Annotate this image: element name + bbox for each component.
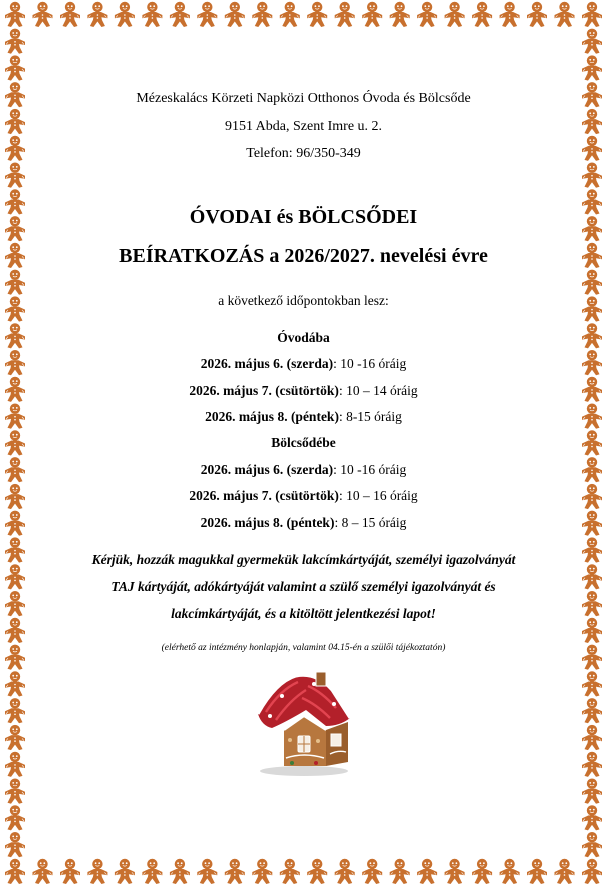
gingerbread-man-icon [582,779,602,804]
gingerbread-man-icon [142,2,162,27]
gingerbread-man-icon [527,2,547,27]
gingerbread-man-icon [582,350,602,375]
gingerbread-man-icon [115,859,135,884]
gingerbread-man-icon [307,859,327,884]
gingerbread-man-icon [582,645,602,670]
gingerbread-man-icon [445,2,465,27]
gingerbread-man-icon [390,2,410,27]
request-line-1: Kérjük, hozzák magukkal gyermekük lakcímkártyáját, személyi igazolványát [91,552,516,567]
gingerbread-man-icon [197,2,217,27]
gingerbread-man-icon [60,859,80,884]
gingerbread-man-icon [5,832,25,857]
gingerbread-man-icon [5,671,25,696]
gingerbread-man-icon [5,216,25,241]
gingerbread-man-icon [5,189,25,214]
title-line-1: ÓVODAI és BÖLCSŐDEI [189,206,418,228]
gingerbread-man-icon [582,55,602,80]
gingerbread-man-icon [170,859,190,884]
gingerbread-man-icon [582,537,602,562]
availability-note: (elérhető az intézmény honlapján, valamint 04.15-én a szülői tájékoztatón) [161,643,446,653]
gingerbread-man-icon [5,645,25,670]
gingerbread-house-icon [246,668,358,780]
gingerbread-man-icon [5,725,25,750]
institution-name: Mézeskalács Körzeti Napközi Otthonos Óvoda és Bölcsőde [136,91,471,106]
institution-address: 9151 Abda, Szent Imre u. 2. [224,119,383,134]
gingerbread-man-icon [390,859,410,884]
gingerbread-man-icon [500,859,520,884]
kindergarten-date-3: 2026. május 8. (péntek): 8-15 óráig [205,409,402,424]
gingerbread-man-icon [5,779,25,804]
gingerbread-man-icon [5,511,25,536]
gingerbread-man-icon [170,2,190,27]
gingerbread-man-icon [5,859,25,884]
nursery-date-3: 2026. május 8. (péntek): 8 – 15 óráig [200,515,407,530]
gingerbread-man-icon [582,618,602,643]
gingerbread-man-icon [582,2,602,27]
intro-text: a következő időpontokban lesz: [218,293,389,308]
gingerbread-man-icon [252,2,272,27]
gingerbread-man-icon [5,537,25,562]
gingerbread-man-icon [582,564,602,589]
gingerbread-man-icon [5,29,25,54]
gingerbread-man-icon [582,859,602,884]
kindergarten-date-2: 2026. május 7. (csütörtök): 10 – 14 óráig [189,383,418,398]
gingerbread-man-icon [60,2,80,27]
gingerbread-man-icon [582,163,602,188]
gingerbread-man-icon [362,859,382,884]
gingerbread-man-icon [582,29,602,54]
gingerbread-man-icon [225,2,245,27]
kindergarten-date-1: 2026. május 6. (szerda): 10 -16 óráig [200,356,407,371]
gingerbread-man-icon [5,404,25,429]
request-line-3: lakcímkártyáját, és a kitöltött jelentkezési lapot! [171,606,436,621]
gingerbread-man-icon [582,377,602,402]
gingerbread-man-icon [142,859,162,884]
gingerbread-man-icon [87,2,107,27]
gingerbread-man-icon [582,296,602,321]
gingerbread-man-icon [5,82,25,107]
gingerbread-man-icon [582,323,602,348]
gingerbread-man-icon [33,859,53,884]
nursery-date-1: 2026. május 6. (szerda): 10 -16 óráig [200,462,407,477]
gingerbread-man-icon [582,404,602,429]
request-line-2: TAJ kártyáját, adókártyáját valamint a szülő személyi igazolványát és [111,579,496,594]
gingerbread-man-icon [417,859,437,884]
gingerbread-man-icon [33,2,53,27]
gingerbread-man-icon [5,484,25,509]
gingerbread-man-icon [582,725,602,750]
gingerbread-man-icon [5,270,25,295]
gingerbread-man-icon [582,243,602,268]
gingerbread-man-icon [500,2,520,27]
gingerbread-man-icon [5,752,25,777]
gingerbread-man-icon [582,82,602,107]
gingerbread-man-icon [5,564,25,589]
gingerbread-man-icon [252,859,272,884]
gingerbread-man-icon [582,671,602,696]
nursery-heading: Bölcsődébe [271,435,336,450]
gingerbread-man-icon [5,805,25,830]
gingerbread-man-icon [362,2,382,27]
gingerbread-man-icon [555,2,575,27]
gingerbread-man-icon [5,55,25,80]
gingerbread-man-icon [5,591,25,616]
nursery-date-2: 2026. május 7. (csütörtök): 10 – 16 óráig [189,488,418,503]
gingerbread-man-icon [582,189,602,214]
gingerbread-man-icon [582,430,602,455]
gingerbread-man-icon [5,377,25,402]
gingerbread-man-icon [307,2,327,27]
gingerbread-man-icon [5,323,25,348]
gingerbread-man-icon [87,859,107,884]
gingerbread-man-icon [582,698,602,723]
gingerbread-man-icon [5,698,25,723]
gingerbread-man-icon [5,2,25,27]
gingerbread-man-icon [582,109,602,134]
gingerbread-man-icon [115,2,135,27]
gingerbread-man-icon [582,805,602,830]
gingerbread-man-icon [5,163,25,188]
gingerbread-man-icon [417,2,437,27]
gingerbread-man-icon [582,832,602,857]
gingerbread-man-icon [225,859,245,884]
gingerbread-man-icon [5,618,25,643]
kindergarten-heading: Óvodába [277,330,330,345]
gingerbread-man-icon [5,350,25,375]
gingerbread-man-icon [197,859,217,884]
gingerbread-man-icon [582,216,602,241]
gingerbread-man-icon [445,859,465,884]
gingerbread-man-icon [582,752,602,777]
gingerbread-man-icon [472,2,492,27]
gingerbread-man-icon [5,296,25,321]
gingerbread-man-icon [582,136,602,161]
gingerbread-man-icon [280,859,300,884]
gingerbread-man-icon [582,511,602,536]
gingerbread-man-icon [582,484,602,509]
gingerbread-man-icon [335,859,355,884]
gingerbread-man-icon [582,270,602,295]
title-line-2: BEÍRATKOZÁS a 2026/2027. nevelési évre [119,245,488,267]
gingerbread-man-icon [582,591,602,616]
gingerbread-man-icon [5,109,25,134]
gingerbread-man-icon [527,859,547,884]
gingerbread-man-icon [280,2,300,27]
gingerbread-man-icon [472,859,492,884]
gingerbread-man-icon [5,243,25,268]
gingerbread-man-icon [555,859,575,884]
gingerbread-man-icon [5,136,25,161]
gingerbread-man-icon [5,457,25,482]
gingerbread-man-icon [335,2,355,27]
gingerbread-man-icon [5,430,25,455]
gingerbread-man-icon [582,457,602,482]
institution-phone: Telefon: 96/350-349 [246,146,361,161]
